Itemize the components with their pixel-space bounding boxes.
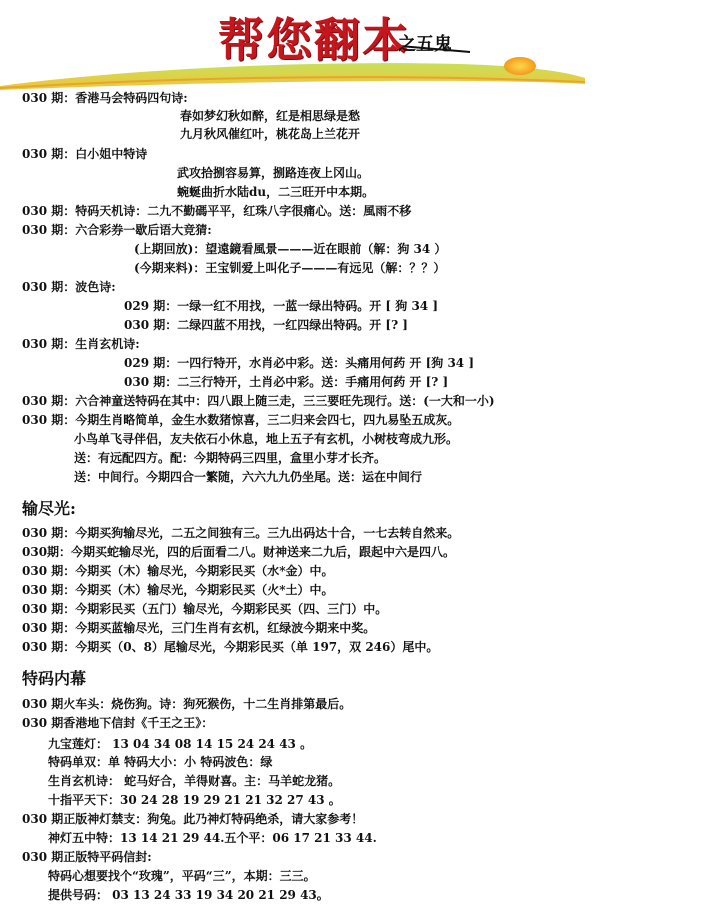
text-line: 蜿蜒曲折水陆du，二三旺开中本期。 xyxy=(177,185,375,199)
text-line: 030 期：白小姐中特诗 xyxy=(22,147,148,161)
text-line: 030 期正版神灯禁支：狗兔。此乃神灯特码绝杀，请大家参考！ xyxy=(22,812,364,826)
text-line: 九月秋风催红叶，桃花岛上兰花开 xyxy=(180,127,361,141)
text-line: 030 期：今期买（木）输尽光，今期彩民买（水*金）中。 xyxy=(22,564,334,578)
text-line: 030 期：今期买（木）输尽光，今期彩民买（火*土）中。 xyxy=(22,583,334,597)
text-line: 030 期：香港马会特码四句诗: xyxy=(22,91,188,105)
text-line: 030 期：今期生肖略简单，金生水数猪惊喜，三二归来会四七，四九易坠五成灰。 xyxy=(22,413,460,427)
page-subtitle: 之五鬼 xyxy=(398,34,452,55)
text-line: 030 期：生肖玄机诗: xyxy=(22,337,140,351)
text-line: 030 期：今期买狗输尽光，二五之间独有三。三九出码达十合，一七去转自然来。 xyxy=(22,526,460,540)
text-line: 029 期：一绿一红不用找，一蓝一绿出特码。开 [ 狗 34 ] xyxy=(124,299,438,313)
sun-icon xyxy=(504,57,536,75)
text-line: 生肖玄机诗： 蛇马好合，羊得财喜。主：马羊蛇龙猪。 xyxy=(48,774,341,788)
text-line: 030 期：六合神童送特码在其中：四八跟上随三走，三三要旺先现行。送：(一大和一小) xyxy=(22,394,495,408)
text-line: 030 期火车头：烧伤狗。诗：狗死猴伤，十二生肖排第最后。 xyxy=(22,697,352,711)
text-line: 030 期：六合彩券一歇后语大竞猜: xyxy=(22,223,212,237)
text-line: 送：有远配四方。配：今期特码三四里，盒里小芽才长齐。 xyxy=(74,451,387,465)
text-line: 九宝莲灯： 13 04 34 08 14 15 24 24 43 。 xyxy=(48,737,313,751)
text-line: 武攻拾捌容易算，捌路连夜上冈山。 xyxy=(177,166,370,180)
text-line: 030 期香港地下信封《千王之王》： xyxy=(22,716,214,730)
text-line: (今期来料)：王宝钏爱上叫化子———有远见（解：？？） xyxy=(134,261,446,275)
text-line: 提供号码： 03 13 24 33 19 34 20 21 29 43。 xyxy=(48,888,329,902)
text-line: 030 期正版特平码信封: xyxy=(22,850,152,864)
text-line: 春如梦幻秋如醉，红是相思绿是愁 xyxy=(180,109,361,123)
text-line: 030 期：波色诗: xyxy=(22,280,116,294)
text-line: 030 期：今期买蓝输尽光，三门生肖有玄机，红绿波今期来中奖。 xyxy=(22,621,376,635)
text-line: 特码单双：单 特码大小：小 特码波色：绿 xyxy=(48,755,273,769)
text-line: 029 期：一四行特开，水肖必中彩。送：头痛用何药 开 [狗 34 ] xyxy=(124,356,474,370)
text-line: 特码心想要找个“玫瑰”，平码“三”，本期：三三。 xyxy=(48,869,316,883)
text-line: 小鸟单飞寻伴侣，友夫依石小休息，地上五子有玄机，小树枝弯成九形。 xyxy=(74,432,459,446)
text-line: (上期回放)：望遠鏡看風景———近在眼前（解：狗 34 ） xyxy=(134,242,447,256)
header-banner xyxy=(0,0,720,92)
page-title: 帮您翻本 xyxy=(218,13,410,67)
text-line: 神灯五中特：13 14 21 29 44.五个平：06 17 21 33 44. xyxy=(48,831,377,845)
text-line: 十指平天下：30 24 28 19 29 21 21 32 27 43 。 xyxy=(48,793,341,807)
section-heading: 输尽光: xyxy=(22,499,76,518)
section-heading: 特码内幕 xyxy=(22,669,87,688)
text-line: 030 期：二三行特开，土肖必中彩。送：手痛用何药 开 [? ] xyxy=(124,375,449,389)
text-line: 送：中间行。今期四合一繁随，六六九九仍坐尾。送：运在中间行 xyxy=(74,470,423,484)
text-line: 030 期：今期彩民买（五门）输尽光，今期彩民买（四、三门）中。 xyxy=(22,602,388,616)
text-line: 030 期：二绿四蓝不用找，一红四绿出特码。开 [? ] xyxy=(124,318,408,332)
text-line: 030 期：特码天机诗：二九不勤碼平平，红珠八字很痛心。送：風雨不移 xyxy=(22,204,412,218)
text-line: 030 期：今期买（0、8）尾输尽光，今期彩民买（单 197，双 246）尾中。 xyxy=(22,640,439,654)
text-line: 030期：今期买蛇输尽光，四的后面看二八。财神送来二九后，跟起中六是四八。 xyxy=(22,545,456,559)
